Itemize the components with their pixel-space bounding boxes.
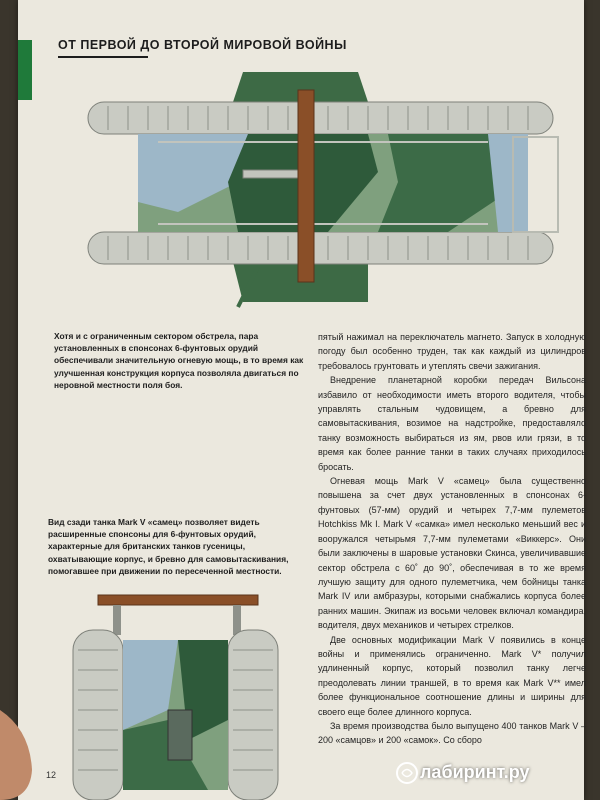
book-page	[18, 0, 584, 800]
page-number: 12	[46, 770, 57, 780]
labirint-logo-icon	[396, 762, 418, 784]
body-text-column	[318, 330, 586, 748]
paragraph: За время производства было выпущено 400 танков Mark V – 200 «самцов» и 200 «самок». Со сборо	[318, 720, 586, 746]
rear-image-caption: Вид сзади танка Mark V «самец» позволяет видеть расширенные спонсоны для 6-фунтовых орудий, характерные для британских танков гусеницы, охватывающие корпус, и бревно для самовытаскивания, помогавшее при движении по пересеченной местности.	[48, 517, 289, 576]
paragraph: Огневая мощь Mark V «самец» была существенно повышена за счет двух установленных в спонсонах 6-фунтовых (57-мм) орудий и четырех 7,7-мм пулеметов Hotchkiss Mk I. Mark V «самка» имел несколько меньший вес и вооружался четырьмя 7,7-мм пулеметами «Виккерс». Они были заключены в шаровые установки Скинса, увеличивавшие сектор обстрела с 60˚ до 90˚, обеспечивая в то же время лучшую защиту для одного пулеметчика, чем бойницы танка Mark IV или амбразуры, которыми снабжались корпуса более ранних машин. Экипаж из восьми человек включал командира, водителя, двух механиков и четырех стрелков.	[318, 476, 586, 631]
bookmark-strip	[18, 40, 32, 100]
tank-rear-view-illustration	[68, 590, 283, 800]
paragraph: Две основных модификации Mark V появились в конце войны и применялись ограниченно. Mark V* получил удлиненный корпус, который позволил танку легче преодолевать линии траншей, в то время как Mark V** имел более функциональное соотношение длины и ширины для своего еще более длинного корпуса.	[318, 634, 586, 717]
top-image-caption: Хотя и с ограниченным сектором обстрела, пара установленных в спонсонах 6-фунтовых орудий обеспечивали значительную огневую мощь, в то время как улучшенная конструкция корпуса позволяла двигаться по неровной местности поля боя.	[54, 331, 304, 390]
page-title: ОТ ПЕРВОЙ ДО ВТОРОЙ МИРОВОЙ ВОЙНЫ	[58, 38, 347, 52]
thumb-photo	[0, 700, 40, 800]
title-underline	[58, 56, 148, 58]
tank-top-view-illustration	[68, 62, 568, 312]
watermark-text: лабиринт.ру	[420, 762, 530, 782]
paragraph: пятый нажимал на переключатель магнето. Запуск в холодную погоду был особенно труден, так как каждый из цилиндров требовалось грунтовать и утеплять свечи зажигания.	[318, 332, 586, 371]
paragraph: Внедрение планетарной коробки передач Вильсона избавило от необходимости иметь второго водителя, чтобы управлять стальным чудовищем, а бревно для самовытаскивания, возимое на надстройке, предоставляло танку возможность выбираться из ям, рвов или грязи, в то время как более ранние танки в таких случаях приходилось бросать.	[318, 375, 586, 472]
